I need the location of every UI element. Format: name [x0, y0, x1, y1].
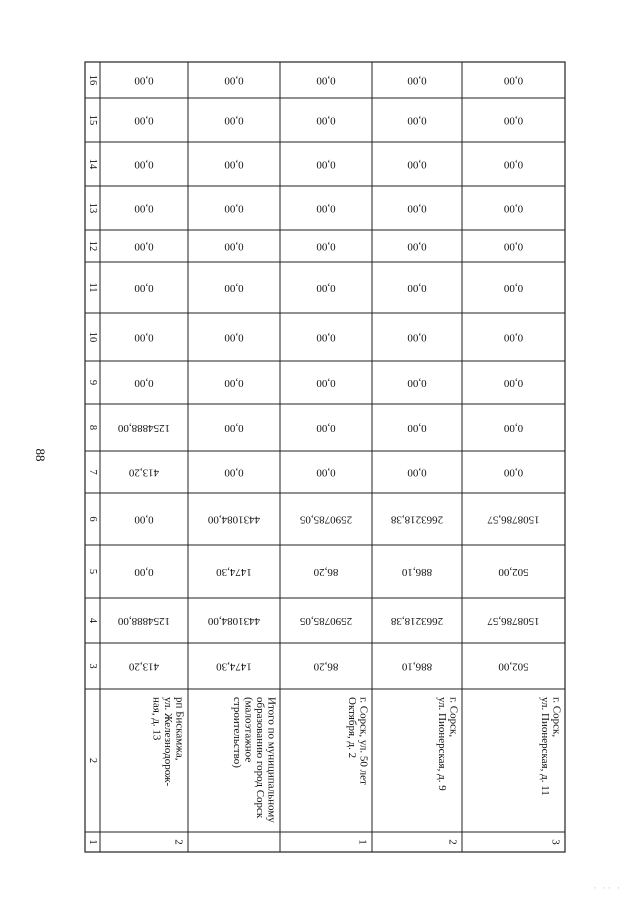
column-header: 11	[87, 282, 99, 293]
table-cell: 0,00	[224, 466, 244, 479]
table-cell: 0,00	[224, 331, 244, 344]
table-cell: 2590785,05	[299, 513, 353, 526]
table-cell: 413,20	[128, 660, 160, 673]
column-header: 8	[87, 424, 99, 431]
column-header: 3	[87, 663, 99, 669]
table-cell: 4431084,00	[207, 513, 261, 526]
column-header: 6	[87, 516, 99, 522]
table-row	[207, 74, 277, 823]
table-cell: 502,00	[498, 660, 529, 673]
table-cell: 0,00	[316, 331, 336, 344]
table-cell: 0,00	[134, 158, 154, 171]
table-cell: 0,00	[503, 202, 524, 215]
column-header: 9	[87, 379, 99, 386]
table-row	[487, 74, 563, 845]
table-cell: 413,20	[128, 466, 160, 479]
table-cell: 2590785,05	[299, 614, 353, 627]
column-header: 15	[87, 114, 99, 126]
column-header: 7	[87, 469, 99, 475]
table-cell: 0,00	[503, 114, 524, 127]
table-cell: 0,00	[407, 421, 427, 434]
table-cell: 0,00	[134, 331, 154, 344]
table-cell: 0,00	[134, 114, 154, 127]
table-cell: 0,00	[134, 202, 154, 215]
table-cell: 0,00	[407, 331, 427, 344]
table-cell: 0,00	[134, 565, 154, 578]
table-cell: 2663218,38	[390, 513, 444, 526]
address-line: ная, д. 13	[150, 697, 163, 741]
table-cell: 0,00	[224, 74, 244, 87]
table-row	[299, 74, 369, 844]
address-line: рп Бискамжа,	[173, 697, 186, 761]
table-cell: 0,00	[316, 240, 336, 253]
table-cell: 0,00	[407, 281, 427, 294]
table-cell: 0,00	[316, 421, 336, 434]
table-cell: 0,00	[407, 74, 427, 87]
table-cell: 4431084,00	[207, 614, 261, 627]
table-cell: 1508786,57	[487, 614, 540, 627]
address-cell	[346, 697, 370, 785]
column-header: 4	[87, 617, 99, 624]
table-row	[390, 74, 459, 844]
table-cell: 1474,30	[216, 565, 252, 578]
table-cell: 0,00	[407, 376, 427, 389]
address-line: г. Сорск,	[550, 697, 563, 738]
address-line: ул. Пионерская, д. 9	[435, 697, 448, 791]
address-cell	[231, 697, 278, 823]
table-cell: 0,00	[224, 202, 244, 215]
table-cell: 0,00	[224, 240, 244, 253]
address-line: (малоэтажное	[242, 697, 255, 763]
table-cell: 0,00	[316, 376, 336, 389]
table-cell: 0,00	[407, 158, 427, 171]
table-cell: 0,00	[503, 74, 524, 87]
column-header: 1	[87, 839, 99, 845]
table-cell: 0,00	[503, 158, 524, 171]
address-cell	[150, 697, 185, 787]
scan-artifact: · ·· ·	[593, 883, 622, 893]
table-cell: 0,00	[134, 513, 154, 526]
table-cell: 0,00	[503, 331, 524, 344]
table-cell: 0,00	[407, 202, 427, 215]
table-cell: 0,00	[316, 281, 336, 294]
column-header: 10	[87, 331, 99, 343]
table-cell: 0,00	[224, 281, 244, 294]
table-cell: 0,00	[134, 376, 154, 389]
column-header: 5	[87, 568, 99, 575]
table-cell: 0,00	[503, 376, 524, 389]
table-cell: 1474,30	[216, 660, 252, 673]
row-number: 2	[172, 839, 185, 845]
column-header: 14	[87, 158, 99, 170]
row-number: 2	[446, 839, 459, 845]
table-cell: 0,00	[503, 281, 524, 294]
table-cell: 0,00	[224, 158, 244, 171]
table-cell: 0,00	[407, 240, 427, 253]
page-number: 88	[33, 448, 48, 462]
table-cell: 0,00	[134, 240, 154, 253]
address-line: Итого по муниципальному	[265, 697, 278, 823]
table-cell: 0,00	[224, 114, 244, 127]
address-line: г. Сорск,	[447, 697, 460, 738]
table-cell: 886,10	[401, 660, 433, 673]
address-cell	[539, 697, 563, 796]
table-cell: 0,00	[503, 421, 524, 434]
table-cell: 0,00	[316, 74, 336, 87]
column-header: 16	[87, 74, 99, 86]
column-header: 2	[87, 757, 99, 764]
table-cell: 0,00	[407, 114, 427, 127]
table-row	[117, 74, 185, 844]
table-cell: 1508786,57	[487, 513, 540, 526]
column-header: 13	[87, 202, 99, 214]
column-header: 12	[87, 240, 99, 252]
table-cell: 86,20	[313, 660, 339, 673]
address-line: ул. Пионерская, д. 11	[538, 697, 551, 796]
address-line: образованию город Сорск	[253, 697, 266, 819]
table-cell: 1254888,00	[117, 421, 171, 434]
row-number: 1	[356, 839, 369, 845]
table-cell: 0,00	[134, 74, 154, 87]
address-line: Октября, д. 2	[345, 697, 358, 759]
table-cell: 1254888,00	[117, 614, 171, 627]
table-cell: 0,00	[224, 421, 244, 434]
table-cell: 502,00	[498, 565, 529, 578]
table-cell: 86,20	[313, 565, 339, 578]
table-cell: 0,00	[316, 114, 336, 127]
table-cell: 0,00	[316, 158, 336, 171]
table-cell: 886,10	[401, 565, 433, 578]
address-line: г. Сорск, ул. 50 лет	[357, 697, 370, 785]
table-cell: 2663218,38	[390, 614, 444, 627]
address-line: ул. Железнодорож-	[161, 697, 174, 787]
table-cell: 0,00	[407, 466, 427, 479]
address-cell	[436, 697, 460, 791]
table-cell: 0,00	[503, 240, 524, 253]
address-line: строительство)	[230, 697, 243, 768]
table-cell: 0,00	[224, 376, 244, 389]
table-cell: 0,00	[134, 281, 154, 294]
row-number: 3	[549, 839, 562, 845]
table-cell: 0,00	[316, 202, 336, 215]
table-cell: 0,00	[316, 466, 336, 479]
table-cell: 0,00	[503, 466, 524, 479]
